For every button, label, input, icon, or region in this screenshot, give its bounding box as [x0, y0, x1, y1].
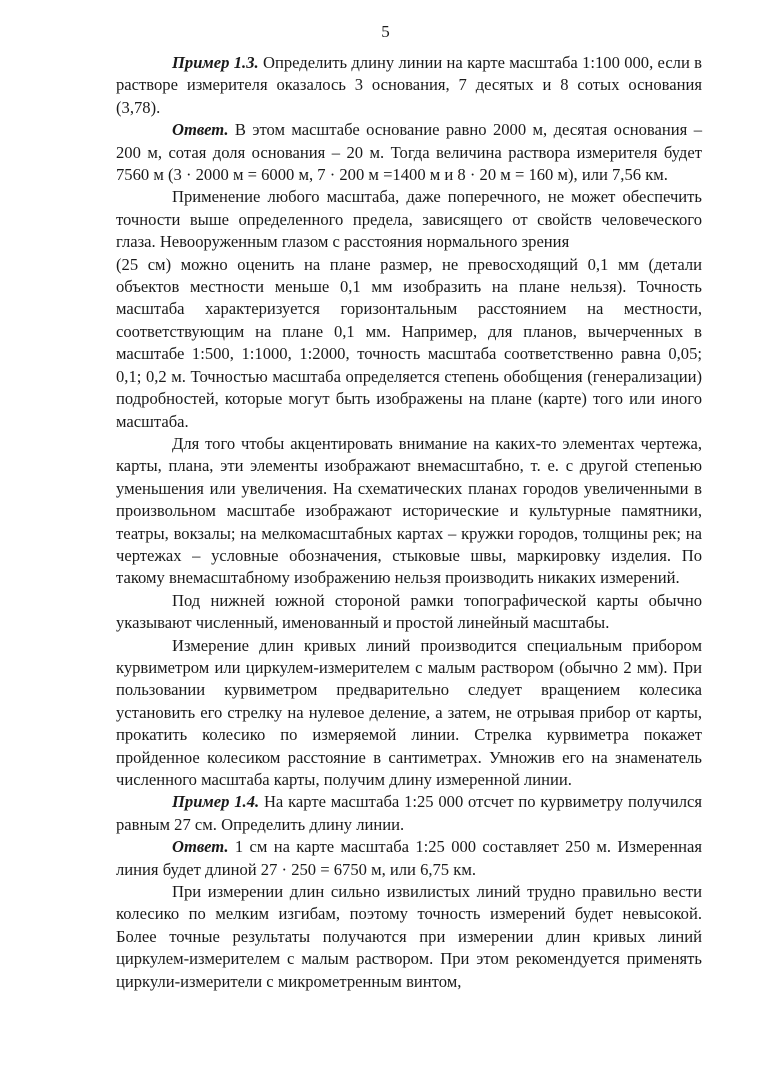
curvimeter-paragraph: [116, 635, 702, 792]
off-scale-paragraph: [116, 433, 702, 590]
paragraph-text: На карте масштаба 1:25 000 отсчет по курвиметру получился равным 27 см. Определить длину линии.: [116, 792, 702, 834]
answer-1-4-paragraph: [116, 836, 702, 881]
map-frame-scales-paragraph: [116, 590, 702, 635]
scale-accuracy-continuation-paragraph: [116, 254, 702, 433]
body-text: [116, 52, 702, 993]
page-number: 5: [381, 22, 390, 41]
example-label: Пример 1.3.: [172, 53, 259, 72]
paragraph-text: Для того чтобы акцентировать внимание на каких-то элементах чертежа, карты, плана, эти элементы изображают внемасштабно, т. е. с другой степенью уменьшения или увеличения. На схематических планах городов увеличенными в произвольном масштабе изображают исторические и культурные памятники, театры, вокзалы; на мелкомасштабных картах – кружки городов, толщины рек; на чертежах – условные обозначения, стыковые швы, маркировку изделия. По такому внемасштабному изображению нельзя производить никаких измерений.: [116, 433, 702, 588]
example-label: Пример 1.4.: [172, 792, 260, 812]
paragraph-text: 1 см на карте масштаба 1:25 000 составляет 250 м. Измеренная линия будет длиной 27 · 250 = 6750 м, или 6,75 км.: [116, 837, 702, 879]
example-1-4-paragraph: [116, 791, 702, 836]
answer-label: Ответ.: [172, 120, 229, 140]
paragraph-text: Под нижней южной стороной рамки топографической карты обычно указывают численный, именованный и простой линейный масштабы.: [116, 590, 702, 633]
paragraph-text: (25 см) можно оценить на плане размер, не превосходящий 0,1 мм (детали объектов местности меньше 0,1 мм изобразить на плане нельзя). Точность масштаба характеризуется горизонтальным расстоянием на местности, соответствующим на плане 0,1 мм. Например, для планов, вычерченных в масштабе 1:500, 1:1000, 1:2000, точность масштаба соответственно равна 0,05; 0,1; 0,2 м. Точностью масштаба определяется степень обобщения (генерализации) подробностей, которые могут быть изображены на плане (карте) того или иного масштаба.: [116, 254, 702, 431]
paragraph-text: Определить длину линии на карте масштаба 1:100 000, если в растворе измерителя оказалось 3 основания, 7 десятых и 8 сотых основания (3,78).: [116, 53, 702, 117]
answer-1-3-paragraph: [116, 119, 702, 186]
paragraph-text: Применение любого масштаба, даже поперечного, не может обеспечить точности выше определенного предела, зависящего от свойств человеческого глаза. Невооруженным глазом с расстояния нормального зрения: [116, 187, 702, 252]
answer-label: Ответ.: [172, 837, 229, 857]
scale-accuracy-paragraph: [116, 186, 702, 253]
paragraph-text: В этом масштабе основание равно 2000 м, десятая основания – 200 м, сотая доля основания – 20 м. Тогда величина раствора измерителя будет 7560 м (3 · 2000 м = 6000 м, 7 · 200 м =1400 м и 8 · 20 м = 160 м), или 7,56 км.: [116, 120, 702, 185]
paragraph-text: Измерение длин кривых линий производится специальным прибором курвиметром или циркулем-измерителем с малым раствором (обычно 2 мм). При пользовании курвиметром предварительно следует вращением колесика установить его стрелку на нулевое деление, а затем, не отрывая прибор от карты, прокатить колесико по измеряемой линии. Стрелка курвиметра покажет пройденное колесиком расстояние в сантиметрах. Умножив его на знаменатель численного масштаба карты, получим длину измеренной линии.: [116, 635, 702, 789]
example-1-3-paragraph: [116, 52, 702, 119]
paragraph-text: При измерении длин сильно извилистых линий трудно правильно вести колесико по мелким изгибам, поэтому точность измерений будет невысокой. Более точные результаты получаются при измерении длин кривых линий циркулем-измерителем с малым раствором. При этом рекомендуется применять циркули-измерители с микрометренным винтом,: [116, 882, 702, 991]
winding-lines-paragraph: [116, 881, 702, 993]
